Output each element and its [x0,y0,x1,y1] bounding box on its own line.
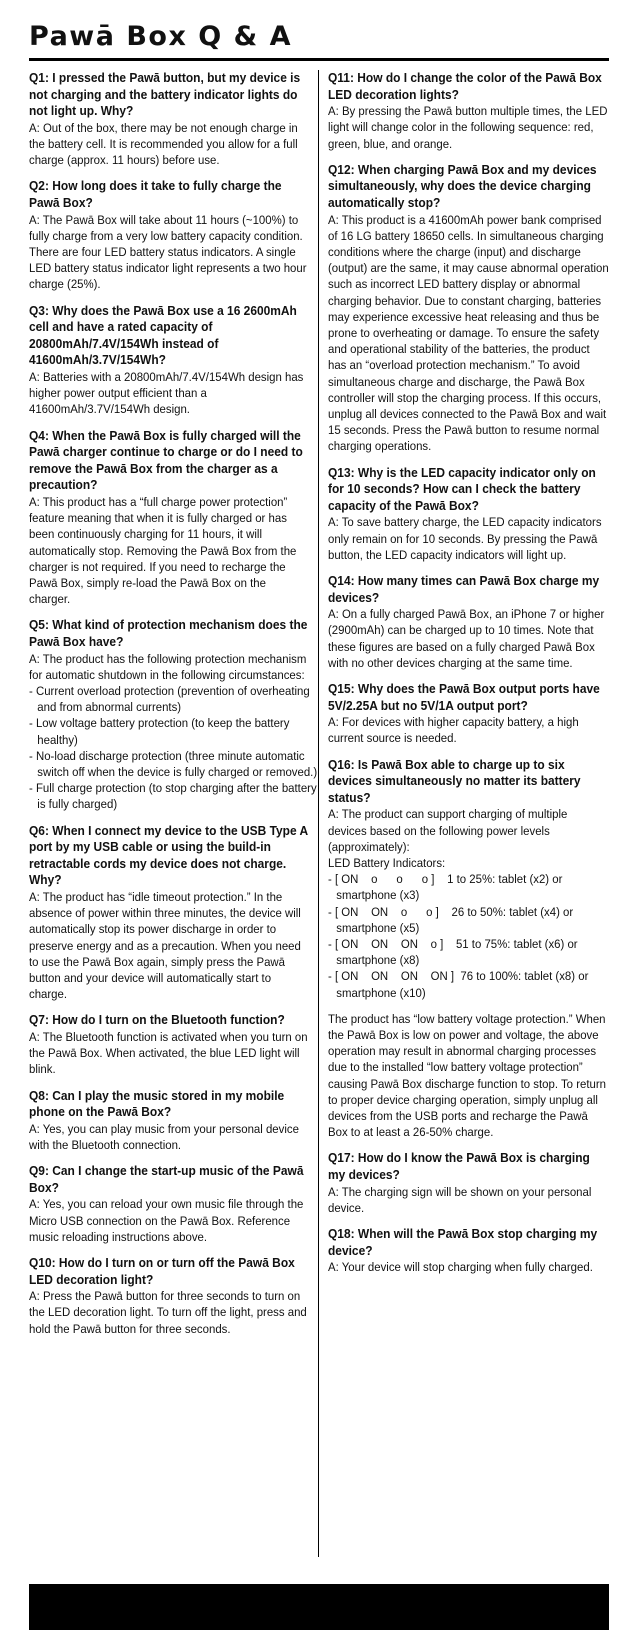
list-item: - Full charge protection (to stop charging after the battery is fully charged) [29,781,317,812]
question: Q13: Why is the LED capacity indicator only on for 10 seconds? How can I check the battery capacity of the Pawā Box? [328,464,596,513]
qa-item-16 [328,757,609,1141]
qa-item-12 [328,162,609,455]
led-heading: LED Battery Indicators: [328,856,446,870]
question: Q18: When will the Pawā Box stop charging my device? [328,1226,598,1258]
answer: A: Batteries with a 20800mAh/7.4V/154Wh design has higher power output efficient than a 41600mAh/3.7V/154Wh design. [29,369,304,417]
answer: A: The product has the following protection mechanism for automatic shutdown in the following circumstances: [29,651,307,682]
qa-item-14 [328,573,609,671]
question: Q6: When I connect my device to the USB Type A port by my USB cable or using the build-in retractable cords my device does not charge. Why? [29,822,308,888]
qa-item-17 [328,1150,609,1216]
footer-bar [29,1584,609,1630]
question: Q17: How do I know the Pawā Box is charging my devices? [328,1150,590,1183]
column-divider [318,70,319,1557]
left-column [29,70,318,1347]
qa-item-7 [29,1012,310,1077]
qa-item-15 [328,681,609,747]
led-row: - [ ON o o o ] 1 to 25%: tablet (x2) or smartphone (x3) [328,872,566,903]
question: Q10: How do I turn on or turn off the Pawā Box LED decoration light? [29,1254,295,1287]
question: Q14: How many times can Pawā Box charge my devices? [328,573,600,605]
qa-item-8 [29,1088,310,1154]
question: Q4: When the Pawā Box is fully charged will the Pawā charger continue to charge or do I need to remove the Pawā Box from the charger as a precaution? [29,427,303,493]
qa-item-3 [29,303,310,418]
answer: A: Press the Pawā button for three seconds to turn on the LED decoration light. To turn off the light, press and hold the Pawā button for three seconds. [29,1289,307,1336]
spacer [328,1001,609,1011]
answer: A: The Pawā Box will take about 11 hours (~100%) to fully charge from a very low battery capacity condition. There are four LED battery status indicators. A single LED battery status indicator light represents a two hour charge (25%). [29,212,307,292]
question: Q8: Can I play the music stored in my mobile phone on the Pawā Box? [29,1087,285,1120]
list-item: - No-load discharge protection (three minute automatic switch off when the device is fully charged or removed.) [29,748,318,779]
question: Q1: I pressed the Pawā button, but my device is not charging and the battery indicator lights do not light up. Why? [29,70,301,119]
qa-item-1 [29,70,310,168]
list-item: - Low voltage battery protection (to keep the battery healthy) [29,716,290,747]
list-item: - Current overload protection (prevention of overheating and from abnormal currents) [29,683,310,715]
qa-item-11 [328,70,609,152]
led-row: - [ ON ON ON ON ] 76 to 100%: tablet (x8) or smartphone (x10) [328,969,592,1000]
qa-item-18 [328,1226,609,1275]
right-column [328,70,609,1285]
question: Q5: What kind of protection mechanism does the Pawā Box have? [29,617,308,649]
question: Q16: Is Pawā Box able to charge up to six devices simultaneously no matter its battery status? [328,756,581,805]
answer: A: On a fully charged Pawā Box, an iPhone 7 or higher (2900mAh) can be charged up to 10 times. Note that these figures are based on a fully charged Pawā Box with no other devices charging at the same time. [328,607,605,670]
page-title: Pawā Box Q & A [29,21,609,61]
answer: A: This product has a “full charge power protection” feature meaning that when it is fully charged or has been continuously charging for 11 hours, it will automatically stop. Removing the Pawā Box from the charger is not required. If you need to recharge the Pawā Box, simply re-load the Pawā Box on the charger. [29,494,297,607]
question: Q15: Why does the Pawā Box output ports have 5V/2.25A but no 5V/1A output port? [328,681,600,713]
answer: A: This product is a 41600mAh power bank comprised of 16 LG battery 18650 cells. In simultaneous charging conditions where the charge (input) and discharge (output) are the same, it may cause abnormal operation such as incorrect LED battery display or abnormal charging behavior. Due to constant charging, batteries may experience excessive heat releasing and thus be prone to overheating or damage. To ensure the safety and operational stability of the batteries, the product has an “overload protection mechanism.” To avoid simultaneous charge and discharge, the Pawā Box controller will stop the charging process. If this occurs, unplug all devices connected to the Pawā Box and wait 15 seconds. Press the Pawā button to resume normal charging operations. [328,212,609,454]
answer: A: The charging sign will be shown on your personal device. [328,1184,592,1215]
qa-item-9 [29,1163,310,1245]
answer: A: The product has “idle timeout protection.” In the absence of power within three minutes, the device will automatically stop its power discharge in order to preserve energy and as a precaution. When you need to use the Pawā Box again, simply press the Pawā button and your device will automatically start to charge. [29,889,301,1002]
question: Q9: Can I change the start-up music of the Pawā Box? [29,1163,304,1195]
question: Q2: How long does it take to fully charge the Pawā Box? [29,178,282,210]
low-voltage-note: The product has “low battery voltage protection.” When the Pawā Box is low on power and voltage, the above operation may result in abnormal charging processes due to the installed “low battery voltage protection” causing Pawā Box discharge function to stop. To return to proper device charging operation, simply unplug all devices from the USB ports and recharge the Pawā Box to at least a 26-50% charge. [328,1011,606,1140]
answer: A: For devices with higher capacity battery, a high current source is needed. [328,715,579,746]
answer: A: Out of the box, there may be not enough charge in the battery cell. It is recommended you allow for a full charge (approx. 11 hours) before use. [29,120,298,168]
answer: A: Your device will stop charging when fully charged. [328,1260,593,1275]
protection-list [29,683,318,813]
answer: A: Yes, you can play music from your personal device with the Bluetooth connection. [29,1121,299,1152]
answer: A: To save battery charge, the LED capacity indicators only remain on for 10 seconds. By pressing the Pawā button, the LED capacity indicators will light up. [328,515,602,562]
qa-item-2 [29,178,310,292]
question: Q11: How do I change the color of the Pawā Box LED decoration lights? [328,70,602,102]
question: Q7: How do I turn on the Bluetooth function? [29,1012,285,1028]
qa-item-13 [328,465,609,563]
answer: A: Yes, you can reload your own music file through the Micro USB connection on the Pawā Box. Reference music reloading instructions above. [29,1197,304,1244]
qa-item-4 [29,428,310,608]
led-row: - [ ON ON ON o ] 51 to 75%: tablet (x6) or smartphone (x8) [328,937,581,968]
qa-item-5 [29,617,318,812]
answer: A: The Bluetooth function is activated when you turn on the Pawā Box. When activated, the blue LED light will blink. [29,1029,308,1077]
answer: A: The product can support charging of multiple devices based on the following power levels (approximately): [328,807,568,854]
answer: A: By pressing the Pawā button multiple times, the LED light will change color in the following sequence: red, green, blue, and orange. [328,104,608,151]
led-row: - [ ON ON o o ] 26 to 50%: tablet (x4) or smartphone (x5) [328,904,577,935]
qa-item-10 [29,1255,310,1337]
question: Q12: When charging Pawā Box and my devices simultaneously, why does the device charging automatically stop? [328,161,597,210]
qa-item-6 [29,823,310,1003]
question: Q3: Why does the Pawā Box use a 16 2600mAh cell and have a rated capacity of 20800mAh/7.4V/154Wh instead of 41600mAh/3.7V/154Wh? [29,302,297,368]
